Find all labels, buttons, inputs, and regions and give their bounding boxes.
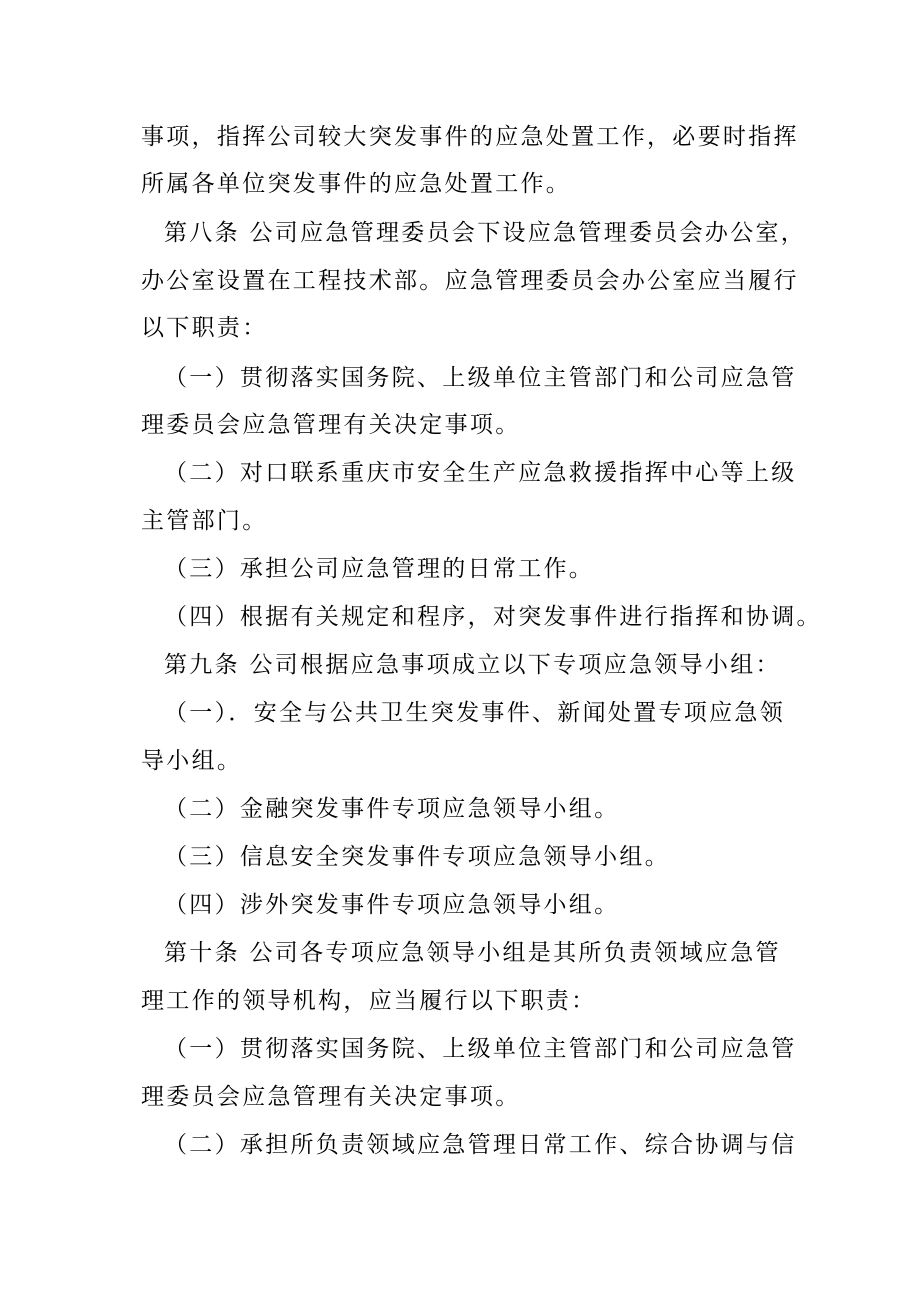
text-line: 以下职责： bbox=[141, 315, 268, 341]
text-line: （四）根据有关规定和程序，对突发事件进行指挥和协调。 bbox=[164, 604, 822, 630]
text-line: 理工作的领导机构，应当履行以下职责： bbox=[141, 988, 597, 1014]
text-line: 办公室设置在工程技术部。应急管理委员会办公室应当履行 bbox=[141, 268, 799, 294]
text-line: （二）金融突发事件专项应急领导小组。 bbox=[164, 796, 620, 822]
text-line: 第八条 公司应急管理委员会下设应急管理委员会办公室， bbox=[164, 220, 807, 246]
text-line: 主管部门。 bbox=[141, 508, 268, 534]
text-line: 第九条 公司根据应急事项成立以下专项应急领导小组： bbox=[164, 652, 781, 678]
text-line: 理委员会应急管理有关决定事项。 bbox=[141, 412, 521, 438]
text-line: 第十条 公司各专项应急领导小组是其所负责领域应急管 bbox=[164, 940, 781, 966]
text-line: （一）贯彻落实国务院、上级单位主管部门和公司应急管 bbox=[164, 365, 797, 391]
text-line: （二）对口联系重庆市安全生产应急救援指挥中心等上级 bbox=[164, 460, 797, 486]
text-line: 理委员会应急管理有关决定事项。 bbox=[141, 1084, 521, 1110]
text-line: （二）承担所负责领域应急管理日常工作、综合协调与信 bbox=[164, 1132, 797, 1158]
text-line: 导小组。 bbox=[141, 748, 243, 774]
text-line: （四）涉外突发事件专项应急领导小组。 bbox=[164, 892, 620, 918]
text-line: （三）信息安全突发事件专项应急领导小组。 bbox=[164, 844, 670, 870]
text-line: 事项，指挥公司较大突发事件的应急处置工作，必要时指挥 bbox=[141, 124, 799, 150]
text-line: （一）．安全与公共卫生突发事件、新闻处置专项应急领 bbox=[164, 700, 785, 726]
text-line: 所属各单位突发事件的应急处置工作。 bbox=[141, 171, 572, 197]
text-line: （一）贯彻落实国务院、上级单位主管部门和公司应急管 bbox=[164, 1036, 797, 1062]
text-line: （三）承担公司应急管理的日常工作。 bbox=[164, 556, 595, 582]
